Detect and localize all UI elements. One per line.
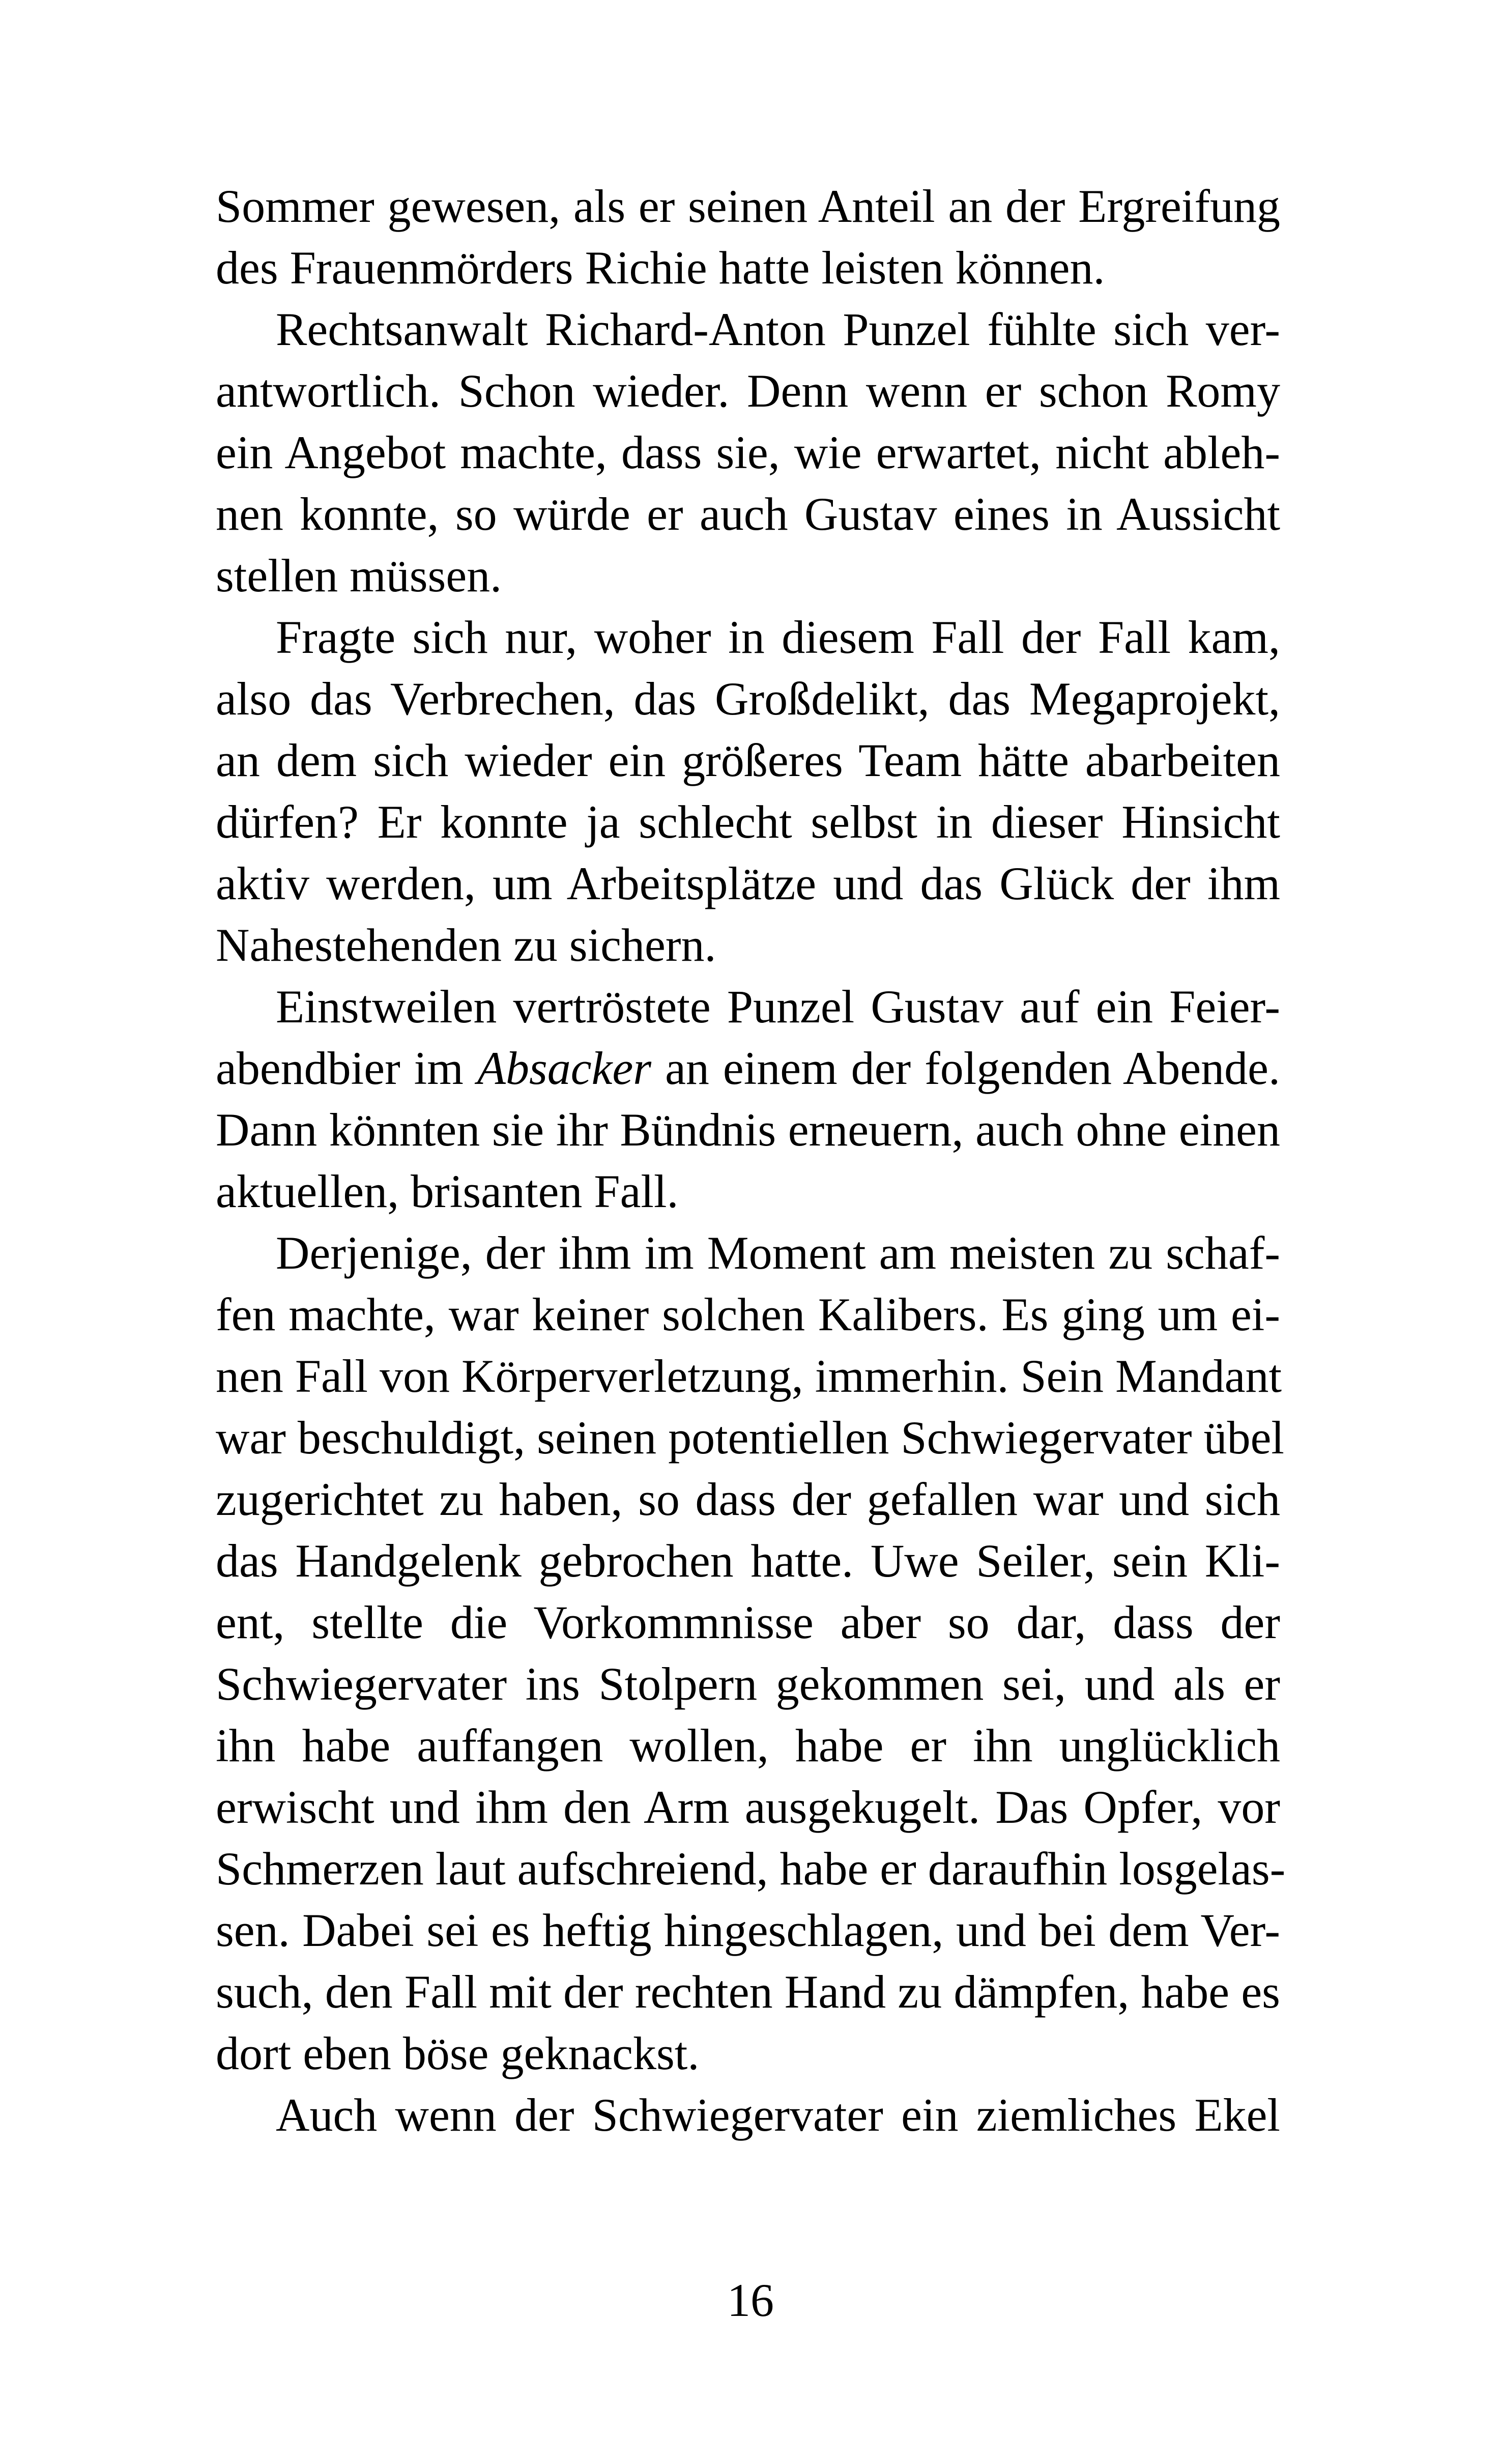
text-line: Nahestehenden zu sichern. — [216, 919, 716, 971]
text-line: sen. Dabei sei es heftig hingeschlagen, und bei dem Ver- — [216, 1904, 1280, 1956]
text-line: Einstweilen vertröstete Punzel Gustav auf ein Feier- — [276, 981, 1280, 1033]
text-line: also das Verbrechen, das Großdelikt, das Megaprojekt, — [216, 673, 1280, 725]
text-line-with-italic — [216, 1038, 1280, 1099]
text-line: ihn habe auffangen wollen, habe er ihn unglücklich — [216, 1720, 1280, 1771]
text-line: aktiv werden, um Arbeitsplätze und das Glück der ihm — [216, 857, 1280, 909]
text-line: dort eben böse geknackst. — [216, 2027, 700, 2079]
text-line: ent, stellte die Vorkommnisse aber so dar, dass der — [216, 1596, 1280, 1648]
text-line: dürfen? Er konnte ja schlecht selbst in dieser Hinsicht — [216, 796, 1280, 848]
text-line: stellen müssen. — [216, 550, 502, 601]
text-line: erwischt und ihm den Arm ausgekugelt. Das Opfer, vor — [216, 1781, 1280, 1833]
text-line: nen konnte, so würde er auch Gustav eines in Aussicht — [216, 488, 1280, 540]
text-line: war beschuldigt, seinen potentiellen Schwiegervater übel — [216, 1412, 1284, 1464]
text-line: Sommer gewesen, als er seinen Anteil an der Ergreifung — [216, 180, 1280, 232]
text-line: ein Angebot machte, dass sie, wie erwartet, nicht ableh- — [216, 426, 1280, 478]
body-text — [216, 176, 1286, 2146]
text-line: an dem sich wieder ein größeres Team hätte abarbeiten — [216, 734, 1280, 786]
text-line: Derjenige, der ihm im Moment am meisten zu schaf- — [276, 1227, 1280, 1279]
text-line: Dann könnten sie ihr Bündnis erneuern, auch ohne einen — [216, 1104, 1280, 1156]
text-line: des Frauenmörders Richie hatte leisten können. — [216, 242, 1105, 294]
text-line: aktuellen, brisanten Fall. — [216, 1165, 679, 1217]
text-line: fen machte, war keiner solchen Kalibers. Es ging um ei- — [216, 1288, 1280, 1340]
text-line: such, den Fall mit der rechten Hand zu dämpfen, habe es — [216, 1966, 1280, 2018]
text-line: Rechtsanwalt Richard-Anton Punzel fühlte sich ver- — [276, 303, 1280, 355]
page-number: 16 — [727, 2274, 774, 2326]
text-line: zugerichtet zu haben, so dass der gefallen war und sich — [216, 1473, 1280, 1525]
text-segment: abendbier im — [216, 1042, 464, 1094]
text-line: Fragte sich nur, woher in diesem Fall der Fall kam, — [276, 611, 1280, 663]
text-line: das Handgelenk gebrochen hatte. Uwe Seiler, sein Kli- — [216, 1535, 1280, 1587]
text-line: Schmerzen laut aufschreiend, habe er daraufhin losgelas- — [216, 1843, 1286, 1895]
text-line: Auch wenn der Schwiegervater ein ziemliches Ekel — [276, 2089, 1280, 2141]
text-line: antwortlich. Schon wieder. Denn wenn er schon Romy — [216, 365, 1280, 417]
text-segment: an einem der folgenden Abende. — [665, 1042, 1281, 1094]
italic-bar-name: Absacker — [477, 1042, 652, 1094]
text-line: nen Fall von Körperverletzung, immerhin. Sein Mandant — [216, 1350, 1282, 1402]
text-line: Schwiegervater ins Stolpern gekommen sei, und als er — [216, 1658, 1280, 1710]
